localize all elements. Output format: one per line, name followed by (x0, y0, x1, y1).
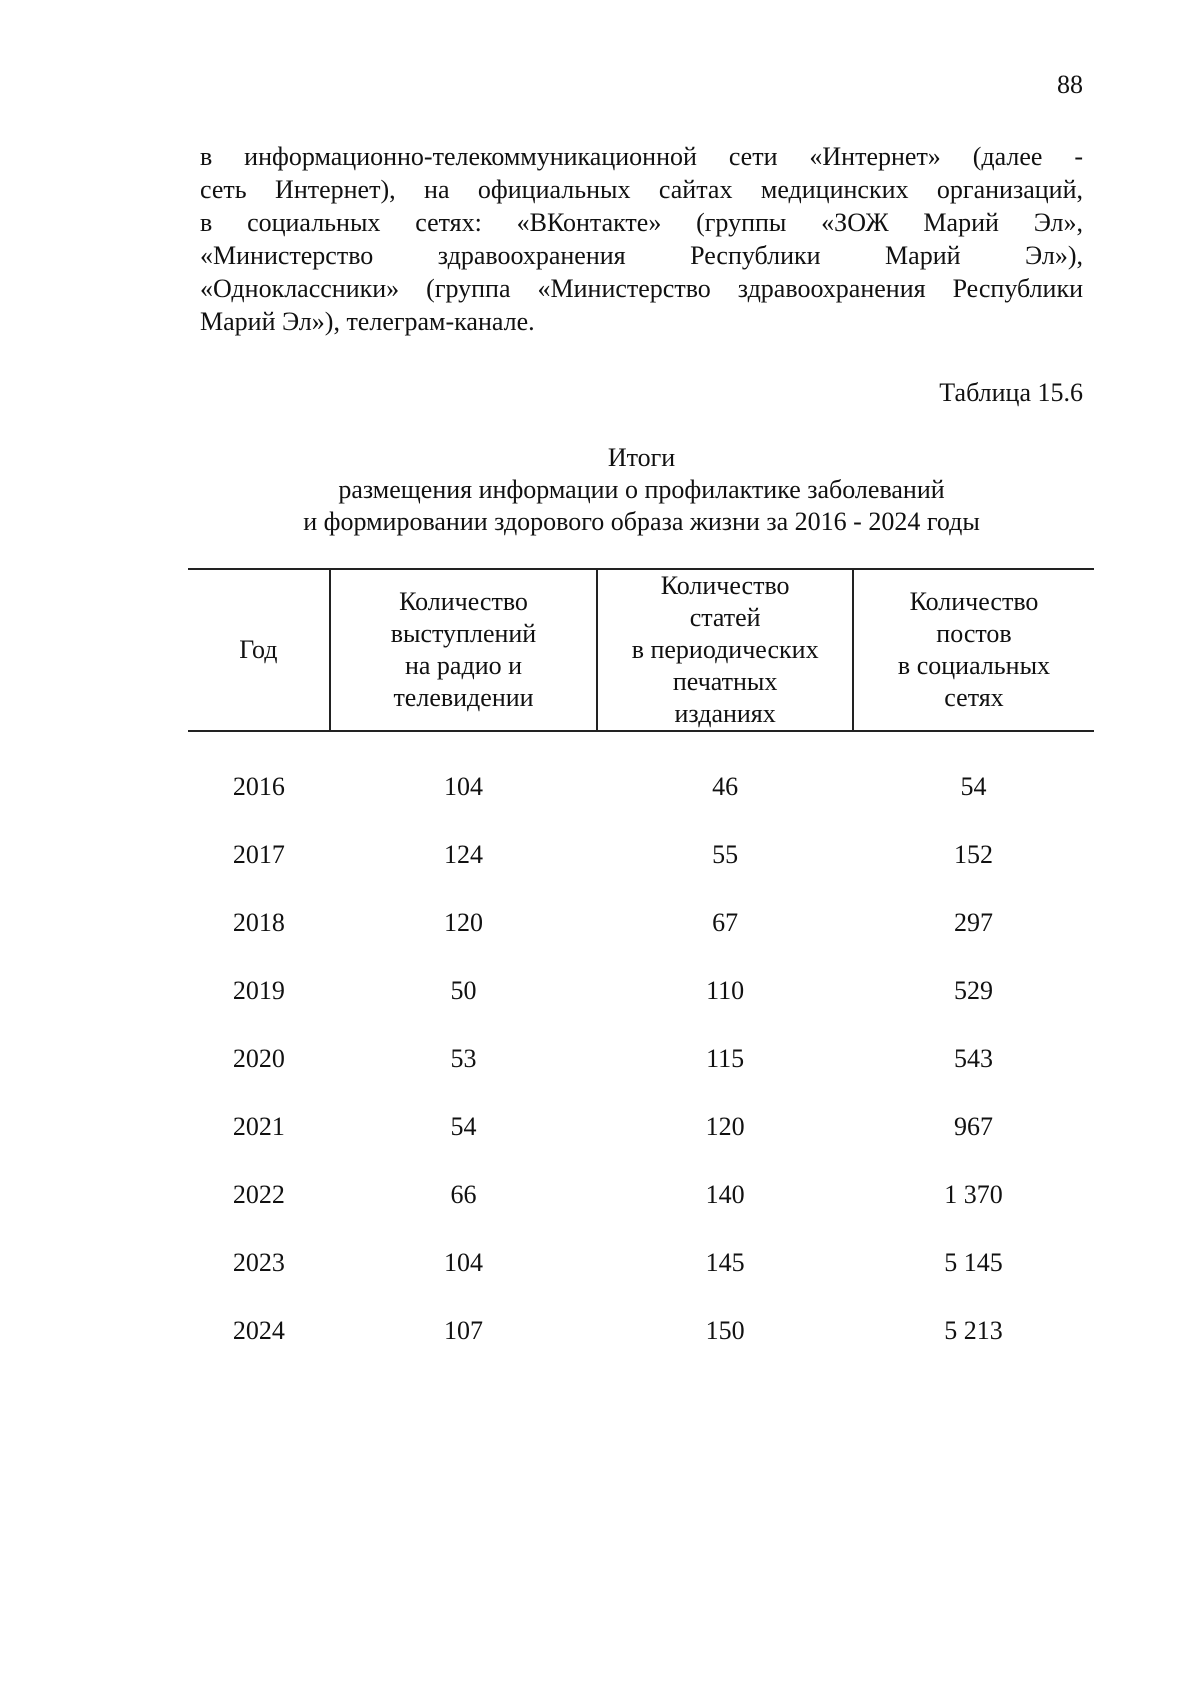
cell-social: 152 (953, 840, 993, 869)
header-radio-tv (330, 569, 598, 731)
cell-year: 2021 (232, 1112, 285, 1141)
cell-print: 150 (705, 1316, 745, 1345)
cell-year: 2019 (232, 976, 285, 1005)
table-row (188, 1025, 1094, 1093)
header-social-posts (853, 569, 1094, 731)
header-line: Количество (399, 587, 528, 616)
header-line: в периодических (631, 635, 819, 664)
cell-print: 140 (705, 1180, 745, 1209)
table-row (188, 731, 1094, 821)
caption-line: размещения информации о профилактике заболеваний (338, 475, 945, 504)
cell-year: 2018 (232, 908, 285, 937)
cell-print: 120 (705, 1112, 745, 1141)
cell-year: 2016 (232, 772, 285, 801)
header-year-label: Год (239, 635, 278, 664)
cell-social: 54 (960, 772, 987, 801)
header-line: на радио и (404, 651, 523, 680)
cell-social: 5 213 (944, 1316, 1003, 1345)
cell-radio-tv: 50 (450, 976, 477, 1005)
header-line: печатных (672, 667, 778, 696)
intro-paragraph (200, 140, 1083, 338)
cell-radio-tv: 120 (444, 908, 483, 937)
table-label: Таблица 15.6 (939, 378, 1083, 407)
intro-line: Марий Эл»), телеграм-канале. (200, 307, 535, 336)
cell-print: 115 (706, 1044, 745, 1073)
cell-year: 2020 (232, 1044, 285, 1073)
header-line: телевидении (393, 683, 534, 712)
table-row (188, 821, 1094, 889)
cell-social: 1 370 (944, 1180, 1003, 1209)
caption-line: и формировании здорового образа жизни за 2016 - 2024 годы (303, 507, 980, 536)
cell-print: 110 (706, 976, 745, 1005)
header-line: выступлений (390, 619, 537, 648)
header-print-articles (597, 569, 853, 731)
table-row (188, 1161, 1094, 1229)
cell-year: 2023 (232, 1248, 285, 1277)
intro-line: «Одноклассники» (группа «Министерство здравоохранения Республики (200, 274, 1083, 303)
cell-radio-tv: 104 (444, 772, 483, 801)
intro-line: в социальных сетях: «ВКонтакте» (группы «ЗОЖ Марий Эл», (200, 208, 1083, 237)
cell-radio-tv: 53 (450, 1044, 477, 1073)
header-line: постов (936, 619, 1012, 648)
caption-title: Итоги (607, 443, 676, 472)
header-line: изданиях (674, 699, 776, 728)
header-line: Количество (909, 587, 1039, 616)
cell-radio-tv: 104 (444, 1248, 483, 1277)
table-row (188, 957, 1094, 1025)
page-number: 88 (1057, 70, 1083, 99)
intro-line: «Министерство здравоохранения Республики Марий Эл»), (200, 241, 1083, 270)
table-caption (200, 442, 1083, 538)
header-year (188, 569, 330, 731)
cell-radio-tv: 124 (444, 840, 483, 869)
cell-year: 2022 (232, 1180, 285, 1209)
cell-print: 145 (705, 1248, 745, 1277)
header-line: статей (689, 603, 761, 632)
cell-radio-tv: 66 (450, 1180, 477, 1209)
cell-print: 67 (712, 908, 739, 937)
cell-social: 297 (953, 908, 993, 937)
cell-social: 543 (953, 1044, 993, 1073)
cell-social: 967 (953, 1112, 993, 1141)
cell-social: 529 (953, 976, 993, 1005)
header-line: Количество (660, 571, 790, 600)
table-row (188, 1297, 1094, 1365)
cell-print: 55 (712, 840, 739, 869)
header-line: в социальных (897, 651, 1051, 680)
results-table (188, 568, 1094, 1365)
table-row (188, 889, 1094, 957)
table-header-row (188, 569, 1094, 731)
cell-year: 2017 (232, 840, 285, 869)
cell-print: 46 (712, 772, 739, 801)
cell-social: 5 145 (944, 1248, 1003, 1277)
cell-year: 2024 (232, 1316, 285, 1345)
header-line: сетях (944, 683, 1004, 712)
table-row (188, 1229, 1094, 1297)
table-row (188, 1093, 1094, 1161)
cell-radio-tv: 107 (444, 1316, 483, 1345)
cell-radio-tv: 54 (450, 1112, 477, 1141)
intro-line: в информационно-телекоммуникационной сети «Интернет» (далее - (200, 142, 1083, 171)
intro-line: сеть Интернет), на официальных сайтах медицинских организаций, (200, 175, 1083, 204)
